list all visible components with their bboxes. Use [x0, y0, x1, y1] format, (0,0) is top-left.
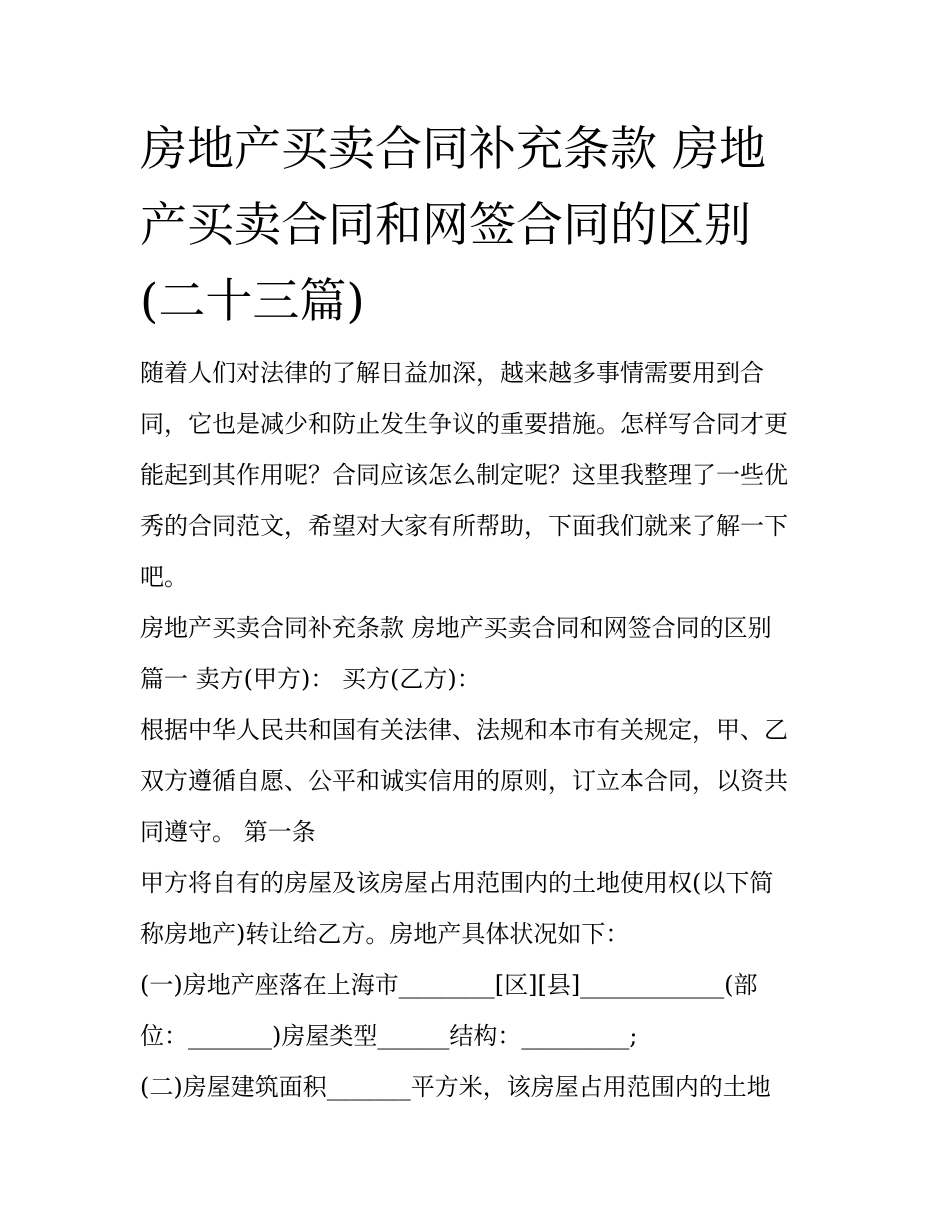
text-line: 随着人们对法律的了解日益加深，越来越多事情需要用到合 — [140, 359, 764, 387]
text-line: 能起到其作用呢？合同应该怎么制定呢？这里我整理了一些优 — [140, 461, 788, 489]
text-line: 房地产买卖合同补充条款 房地产买卖合同和网签合同的区别 — [140, 614, 772, 642]
text-line: 吧。 — [140, 563, 188, 591]
text-line: 甲方将自有的房屋及该房屋占用范围内的土地使用权(以下简 — [140, 869, 774, 897]
text-line: 位：_______)房屋类型______结构：_________; — [140, 1022, 638, 1050]
contract-body — [140, 603, 820, 1113]
text-line: 称房地产)转让给乙方。房地产具体状况如下： — [140, 920, 630, 948]
text-line: 同遵守。 第一条 — [140, 818, 316, 846]
text-line: 秀的合同范文，希望对大家有所帮助，下面我们就来了解一下 — [140, 512, 788, 540]
document-page — [140, 112, 820, 1113]
text-line: (二)房屋建筑面积_______平方米，该房屋占用范围内的土地 — [140, 1073, 771, 1101]
text-line: 双方遵循自愿、公平和诚实信用的原则，订立本合同，以资共 — [140, 767, 788, 795]
intro-paragraph — [140, 348, 820, 603]
title-line: (二十三篇) — [140, 274, 365, 329]
document-title — [140, 112, 820, 340]
title-line: 房地产买卖合同补充条款 房地 — [140, 122, 766, 177]
text-line: 同，它也是减少和防止发生争议的重要措施。怎样写合同才更 — [140, 410, 788, 438]
text-line: (一)房地产座落在上海市________[区][县]____________(部 — [140, 971, 758, 999]
text-line: 篇一 卖方(甲方)： 买方(乙方)： — [140, 665, 481, 693]
title-line: 产买卖合同和网签合同的区别 — [140, 198, 751, 253]
text-line: 根据中华人民共和国有关法律、法规和本市有关规定，甲、乙 — [140, 716, 788, 744]
